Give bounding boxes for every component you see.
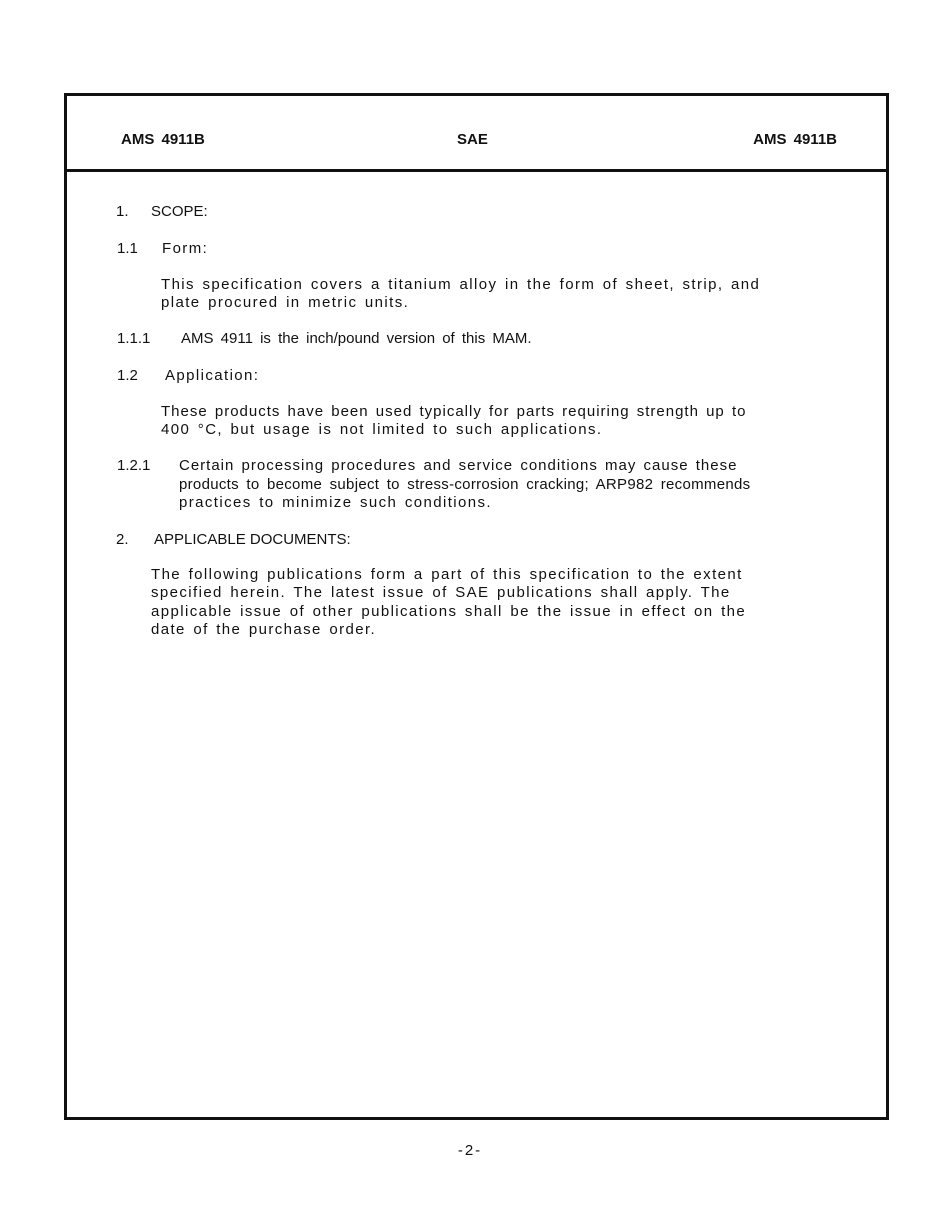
section-1-2-1-line-2: products to become subject to stress-corrosion cracking; ARP982 recommends (179, 476, 751, 493)
section-1-2-line-2: 400 °C, but usage is not limited to such applications. (161, 421, 603, 438)
section-1-1-number: 1.1 (117, 240, 138, 257)
section-1-1-line-2: plate procured in metric units. (161, 294, 410, 311)
section-1-2-number: 1.2 (117, 367, 138, 384)
section-1-2-1-number: 1.2.1 (117, 457, 151, 474)
section-1-2-1-line-3: practices to minimize such conditions. (179, 494, 492, 511)
section-1-2-1-line-1: Certain processing procedures and service conditions may cause these (179, 457, 738, 474)
header-publisher: SAE (457, 131, 488, 148)
header-doc-id-right: AMS 4911B (753, 131, 837, 148)
section-2-line-4: date of the purchase order. (151, 621, 377, 638)
section-2-line-1: The following publications form a part of this specification to the extent (151, 566, 743, 583)
header-doc-id-left: AMS 4911B (121, 131, 205, 148)
page-number: -2- (457, 1142, 483, 1159)
section-1-number: 1. (116, 203, 129, 220)
section-2-line-2: specified herein. The latest issue of SAE publications shall apply. The (151, 584, 731, 601)
section-1-title: SCOPE: (151, 203, 208, 220)
section-2-number: 2. (116, 531, 129, 548)
section-1-1-1-number: 1.1.1 (117, 330, 151, 347)
section-1-1-title: Form: (162, 240, 209, 257)
section-2-title: APPLICABLE DOCUMENTS: (154, 531, 351, 548)
section-2-line-3: applicable issue of other publications shall be the issue in effect on the (151, 603, 747, 620)
section-1-2-line-1: These products have been used typically for parts requiring strength up to (161, 403, 747, 420)
document-header (67, 96, 886, 172)
section-1-2-title: Application: (165, 367, 260, 384)
section-1-1-line-1: This specification covers a titanium alloy in the form of sheet, strip, and (161, 276, 761, 293)
section-1-1-1-text: AMS 4911 is the inch/pound version of this MAM. (181, 330, 532, 347)
